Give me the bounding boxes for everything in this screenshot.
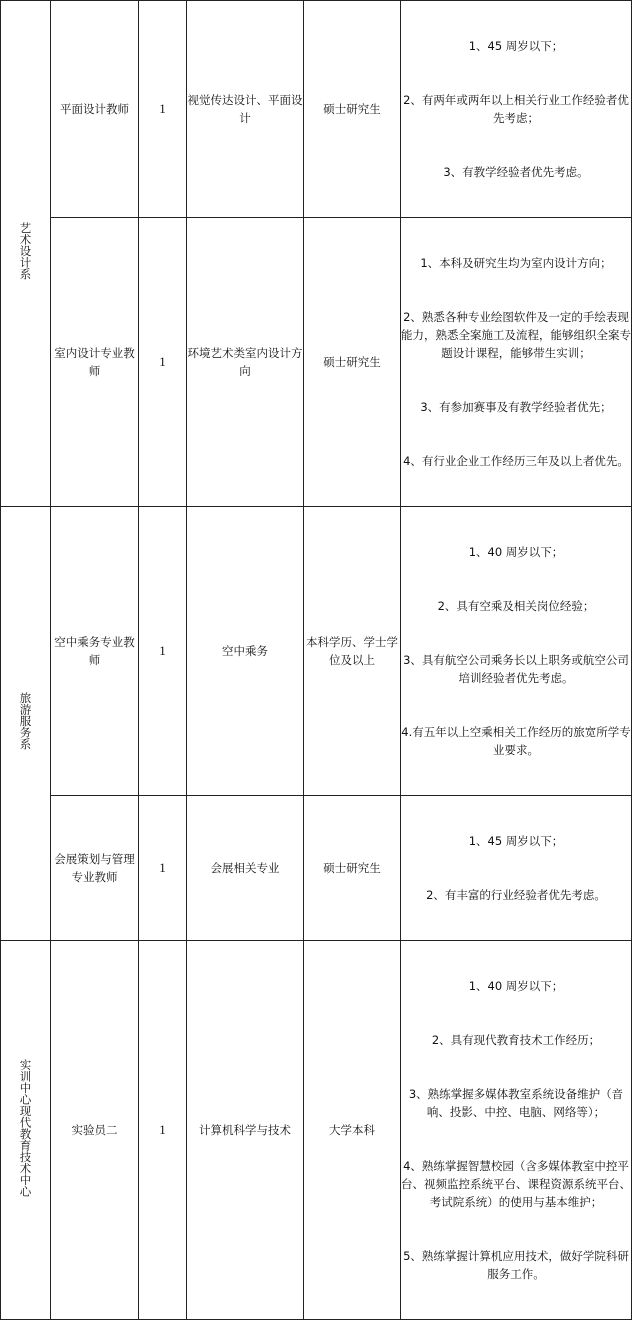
education-cell: 硕士研究生 <box>304 218 401 507</box>
department-label: 艺术设计系 <box>18 222 33 280</box>
requirement-line: 4.有五年以上空乘相关工作经历的旅宽所学专业要求。 <box>401 725 631 757</box>
requirement-line: 2、具有现代教育技术工作经历； <box>431 1033 601 1047</box>
requirement-line: 5、熟练掌握计算机应用技术，做好学院科研服务工作。 <box>403 1249 629 1281</box>
requirements-cell <box>401 796 632 941</box>
requirement-line: 3、有参加赛事及有教学经验者优先； <box>420 400 612 414</box>
count-cell: 1 <box>139 218 187 507</box>
table-row <box>1 218 632 507</box>
requirement-line: 3、具有航空公司乘务长以上职务或航空公司培训经验者优先考虑。 <box>403 653 629 685</box>
education-cell: 硕士研究生 <box>304 1 401 218</box>
requirement-line: 1、40 周岁以下； <box>468 979 564 993</box>
count-cell: 1 <box>139 796 187 941</box>
count-cell: 1 <box>139 1 187 218</box>
requirement-line: 2、有丰富的行业经验者优先考虑。 <box>426 888 606 902</box>
table-row <box>1 507 632 796</box>
position-cell: 实验员二 <box>51 941 139 1320</box>
position-cell: 平面设计教师 <box>51 1 139 218</box>
requirement-line: 2、熟悉各种专业绘图软件及一定的手绘表现能力，熟悉全案施工及流程，能够组织全案专题设计课程，能够带生实训； <box>401 310 631 360</box>
table-row <box>1 1 632 218</box>
education-cell: 硕士研究生 <box>304 796 401 941</box>
requirements-cell <box>401 507 632 796</box>
position-cell: 会展策划与管理专业教师 <box>51 796 139 941</box>
requirement-line: 1、45 周岁以下； <box>468 834 564 848</box>
department-cell <box>1 1 51 507</box>
table-row <box>1 796 632 941</box>
requirement-line: 2、具有空乘及相关岗位经验； <box>437 599 595 613</box>
department-label: 旅游服务系 <box>18 692 33 750</box>
position-cell: 室内设计专业教师 <box>51 218 139 507</box>
count-cell: 1 <box>139 941 187 1320</box>
department-cell <box>1 941 51 1320</box>
requirement-line: 4、熟练掌握智慧校园（含多媒体教室中控平台、视频监控系统平台、课程资源系统平台、考试院系统）的使用与基本维护； <box>401 1159 631 1209</box>
education-cell: 大学本科 <box>304 941 401 1320</box>
requirement-line: 1、45 周岁以下； <box>468 39 564 53</box>
requirement-line: 4、有行业企业工作经历三年及以上者优先。 <box>403 454 629 468</box>
requirements-cell <box>401 1 632 218</box>
department-label: 实训中心现代教育技术中心 <box>18 1058 33 1197</box>
table-row <box>1 941 632 1320</box>
requirement-line: 1、40 周岁以下； <box>468 545 564 559</box>
requirement-line: 2、有两年或两年以上相关行业工作经验者优先考虑； <box>403 93 629 125</box>
major-cell: 空中乘务 <box>187 507 304 796</box>
major-cell: 会展相关专业 <box>187 796 304 941</box>
position-cell: 空中乘务专业教师 <box>51 507 139 796</box>
department-cell <box>1 507 51 941</box>
education-cell: 本科学历、学士学位及以上 <box>304 507 401 796</box>
requirements-cell <box>401 218 632 507</box>
requirement-line: 3、熟练掌握多媒体教室系统设备维护（音响、投影、中控、电脑、网络等）； <box>408 1087 624 1119</box>
requirement-line: 3、有教学经验者优先考虑。 <box>443 165 589 179</box>
major-cell: 环境艺术类室内设计方向 <box>187 218 304 507</box>
major-cell: 计算机科学与技术 <box>187 941 304 1320</box>
count-cell: 1 <box>139 507 187 796</box>
requirements-cell <box>401 941 632 1320</box>
major-cell: 视觉传达设计、平面设计 <box>187 1 304 218</box>
requirement-line: 1、本科及研究生均为室内设计方向； <box>420 256 612 270</box>
